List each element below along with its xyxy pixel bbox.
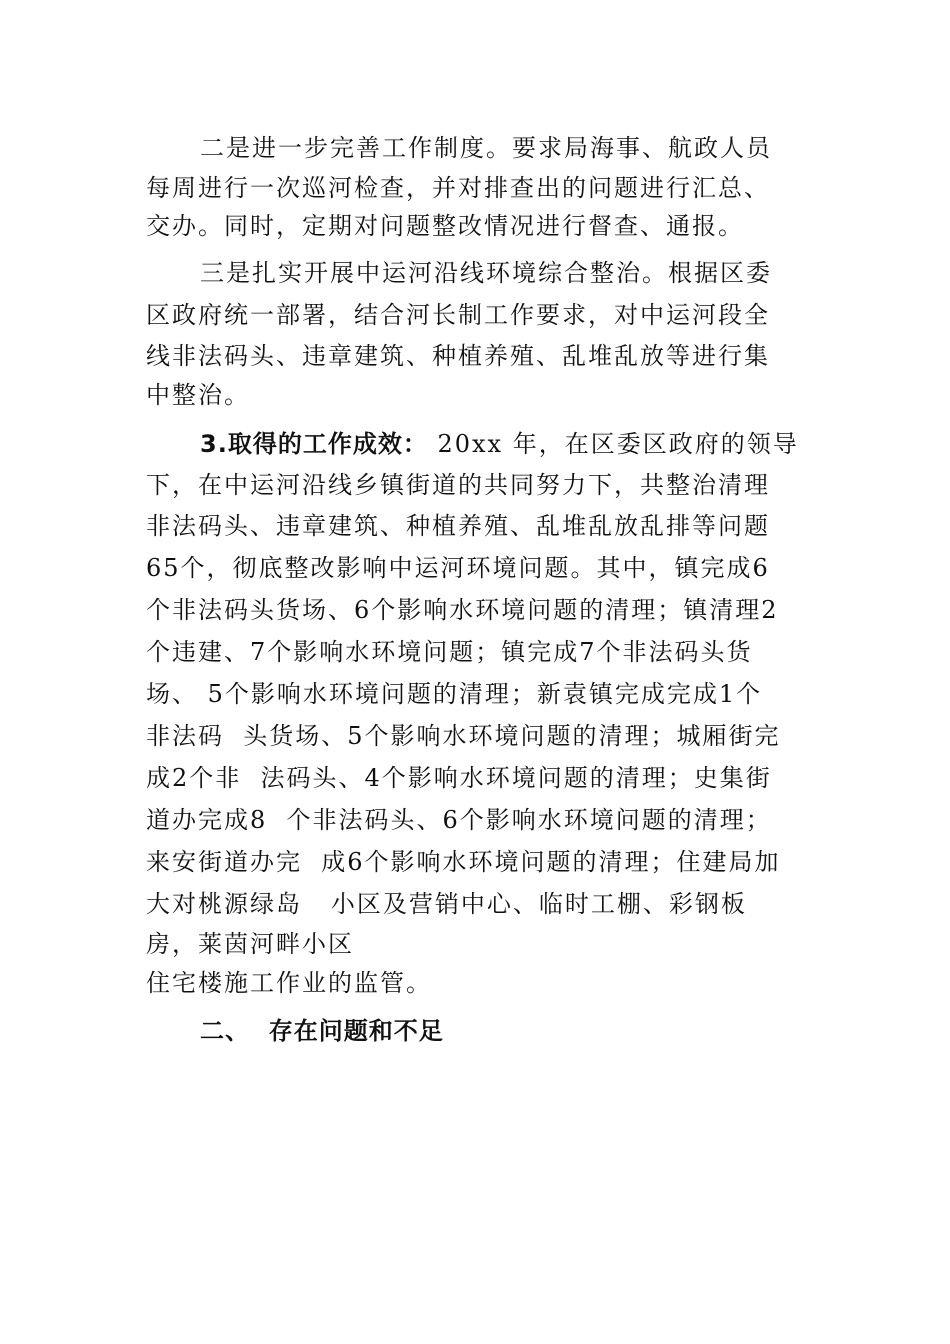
paragraph-line: 非法码头、违章建筑、种植养殖、乱堆乱放乱排等问题 (146, 512, 770, 540)
paragraph-line: 场、 5个影响水环境问题的清理；新袁镇完成完成1个 (146, 680, 763, 708)
results-heading: 3.取得的工作成效： (200, 430, 428, 458)
paragraph-line: 道办完成8 个非法码头、6个影响水环境问题的清理； (146, 806, 772, 834)
paragraph-line: 大对桃源绿岛 小区及营销中心、临时工棚、彩钢板 (146, 890, 747, 918)
paragraph-line: 房，莱茵河畔小区 (146, 930, 354, 958)
paragraph-line: 非法码 头货场、5个影响水环境问题的清理；城厢街完 (146, 722, 781, 750)
paragraph-line: 区政府统一部署，结合河长制工作要求，对中运河段全 (146, 301, 770, 329)
paragraph-line: 个违建、7个影响水环境问题；镇完成7个非法码头货 (146, 638, 753, 666)
paragraph-line: 下，在中运河沿线乡镇街道的共同努力下，共整治清理 (146, 471, 770, 499)
paragraph-line: 二是进一步完善工作制度。要求局海事、航政人员 (200, 134, 772, 162)
results-first-line-text: 20xx 年，在区委区政府的领导 (427, 430, 799, 458)
paragraph-line: 交办。同时，定期对问题整改情况进行督查、通报。 (146, 212, 744, 240)
paragraph-line: 线非法码头、违章建筑、种植养殖、乱堆乱放等进行集 (146, 342, 770, 370)
paragraph-line: 来安街道办完 成6个影响水环境问题的清理；住建局加 (146, 848, 781, 876)
paragraph-line: 成2个非 法码头、4个影响水环境问题的清理；史集街 (146, 764, 772, 792)
paragraph-line: 三是扎实开展中运河沿线环境综合整治。根据区委 (200, 259, 772, 287)
paragraph-line: 65个，彻底整改影响中运河环境问题。其中，镇完成6 (146, 554, 770, 582)
paragraph-line: 每周进行一次巡河检查，并对排查出的问题进行汇总、 (146, 174, 770, 202)
section-heading: 二、 存在问题和不足 (200, 1017, 444, 1045)
paragraph-line: 中整治。 (146, 381, 250, 409)
paragraph-line: 住宅楼施工作业的监管。 (146, 969, 432, 997)
paragraph-line: 个非法码头货场、6个影响水环境问题的清理；镇清理2 (146, 596, 779, 624)
results-first-line (200, 429, 799, 459)
